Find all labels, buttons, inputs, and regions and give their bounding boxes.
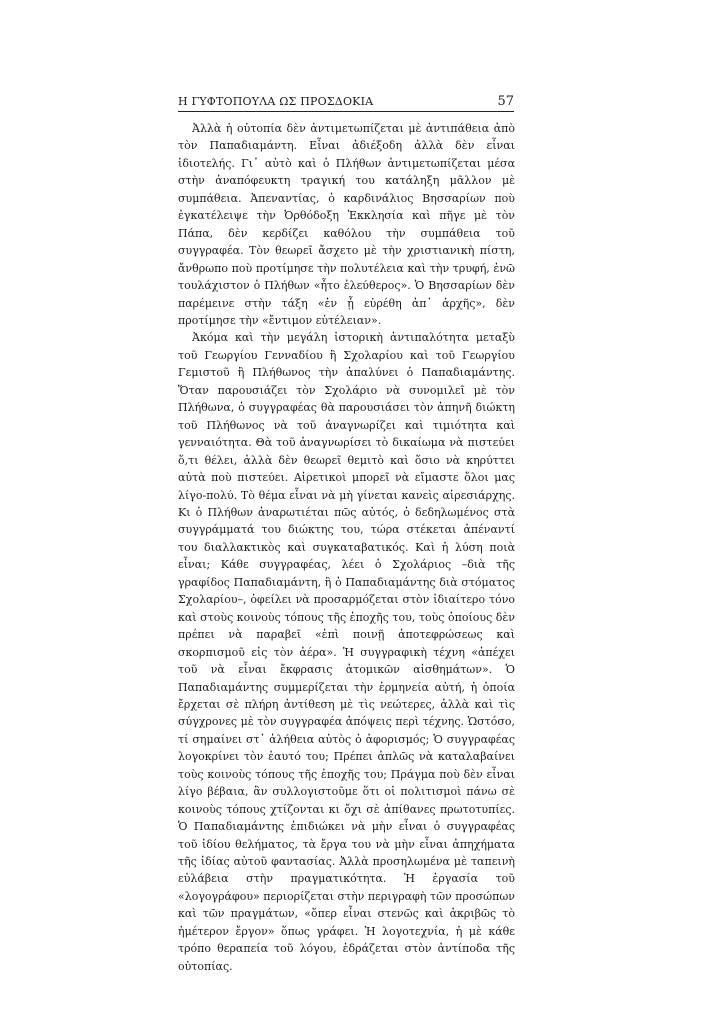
running-header bbox=[178, 94, 514, 110]
page-number: 57 bbox=[497, 94, 514, 109]
running-title: Η ΓΥΦΤΟΠΟΥΛΑ ΩΣ ΠΡΟΣΔΟΚΙΑ bbox=[178, 95, 374, 108]
body-text bbox=[178, 120, 515, 975]
paragraph: Ἀλλὰ ἡ οὐτοπία δὲν ἀντιμετωπίζεται μὲ ἀντιπάθεια ἀπὸ τὸν Παπαδιαμάντη. Εἶναι ἀδιέξοδη ἀλλὰ δὲν εἶναι ἰδιοτελής. Γι᾿ αὐτὸ καὶ ὁ Πλήθων ἀντιμετωπίζεται μέσα στὴν ἀναπόφευκτη τραγική του κατάληξη μᾶλλον μὲ συμπάθεια. Ἀπεναντίας, ὁ καρδινάλιος Βησσαρίων ποὺ ἐγκατέλειψε τὴν Ὀρθόδοξη Ἐκκλησία καὶ πῆγε μὲ τὸν Πάπα, δὲν κερδίζει καθόλου τὴν συμπάθεια τοῦ συγγραφέα. Τὸν θεωρεῖ ἄσχετο μὲ τὴν χριστιανικὴ πίστη, ἄνθρωπο ποὺ προτίμησε τὴν πολυτέλεια καὶ τὴν τρυφή, ἐνῶ τουλάχιστον ὁ Πλήθων «ἦτο ἐλεύθερος». Ὁ Βησσαρίων δὲν παρέμεινε στὴν τάξη «ἐν ᾗ εὑρέθη ἀπ᾿ ἀρχῆς», δὲν προτίμησε τὴν «ἔντιμον εὐτέλειαν». bbox=[178, 122, 515, 327]
header-rule bbox=[178, 111, 514, 112]
paragraph: Ἀκόμα καὶ τὴν μεγάλη ἱστορικὴ ἀντιπαλότητα μεταξὺ τοῦ Γεωργίου Γενναδίου ἢ Σχολαρίου καὶ τοῦ Γεωργίου Γεμιστοῦ ἢ Πλήθωνος τὴν ἀπαλύνει ὁ Παπαδιαμάντης. Ὅταν παρουσιάζει τὸν Σχολάριο νὰ συνομιλεῖ μὲ τὸν Πλήθωνα, ὁ συγγραφέας θὰ παρουσιάσει τὸν ἀπηνῆ διώκτη τοῦ Πλήθωνος νὰ τοῦ ἀναγνωρίζει καὶ τιμιότητα καὶ γενναιότητα. Θὰ τοῦ ἀναγνωρίσει τὸ δικαίωμα νὰ πιστεύει ὅ,τι θέλει, ἀλλὰ δὲν θεωρεῖ θεμιτὸ καὶ ὅσιο νὰ κηρύττει αὐτὰ ποὺ πιστεύει. Αἱρετικοὶ μπορεῖ νὰ εἴμαστε ὅλοι μας λίγο-πολύ. Τὸ θέμα εἶναι νὰ μὴ γίνεται κανεὶς αἱρεσιάρχης. Κι ὁ Πλήθων ἀναρωτιέται πῶς αὐτός, ὁ δεδηλωμένος στὰ συγγράμματά του διώκτης του, τώρα στέκεται ἀπέναντί του διαλλακτικὸς καὶ συγκαταβατικός. Καὶ ἡ λύση ποιὰ εἶναι; Κάθε συγγραφέας, λέει ὁ Σχολάριος –διὰ τῆς γραφίδος Παπαδιαμάντη, ἢ ὁ Παπαδιαμάντης διὰ στόματος Σχολαρίου–, ὀφείλει νὰ προσαρμόζεται στὸν ἰδιαίτερο τόνο καὶ στοὺς κοινοὺς τόπους τῆς ἐποχῆς του, τοὺς ὁποίους δὲν πρέπει νὰ παραβεῖ «ἐπὶ ποινῇ ἀποτεφρώσεως καὶ σκορπισμοῦ εἰς τὸν ἀέρα». Ἡ συγγραφικὴ τέχνη «ἀπέχει τοῦ νὰ εἶναι ἔκφρασις ἀτομικῶν αἰσθημάτων». Ὁ Παπαδιαμάντης συμμερίζεται τὴν ἑρμηνεία αὐτή, ἡ ὁποία ἔρχεται σὲ πλήρη ἀντίθεση μὲ τὶς νεώτερες, ἀλλὰ καὶ τὶς σύγχρονες μὲ τὸν συγγραφέα ἀπόψεις περὶ τέχνης. Ὡστόσο, τί σημαίνει στ᾿ ἀλήθεια αὐτὸς ὁ ἀφορισμός; Ὁ συγγραφέας λογοκρίνει τὸν ἑαυτό του; Πρέπει ἁπλῶς νὰ καταλαβαίνει τοὺς κοινοὺς τόπους τῆς ἐποχῆς του; Πράγμα ποὺ δὲν εἶναι λίγο βέβαια, ἂν συλλογιστοῦμε ὅτι οἱ πολιτισμοὶ πάνω σὲ κοινοὺς τόπους χτίζονται κι ὄχι σὲ ἀπίθανες πρωτοτυπίες. Ὁ Παπαδιαμάντης ἐπιδιώκει νὰ μὴν εἶναι ὁ συγγραφέας τοῦ ἰδίου θελήματος, τὰ ἔργα του νὰ μὴν εἶναι ἀπηχήματα τῆς ἰδίας αὐτοῦ φαντασίας. Ἀλλὰ προσηλωμένα μὲ ταπεινὴ εὐλάβεια στὴν πραγματικότητα. Ἡ ἐργασία τοῦ «λογογράφου» περιορίζεται στὴν περιγραφὴ τῶν προσώπων καὶ τῶν πραγμάτων, «ὅπερ εἶναι στενῶς καὶ ἀκριβῶς τὸ ἡμέτερον ἔργον» ὅπως γράφει. Ἡ λογοτεχνία, ἡ μὲ κάθε τρόπο θεραπεία τοῦ λόγου, ἑδράζεται στὸν ἀντίποδα τῆς οὐτοπίας. bbox=[178, 331, 515, 973]
